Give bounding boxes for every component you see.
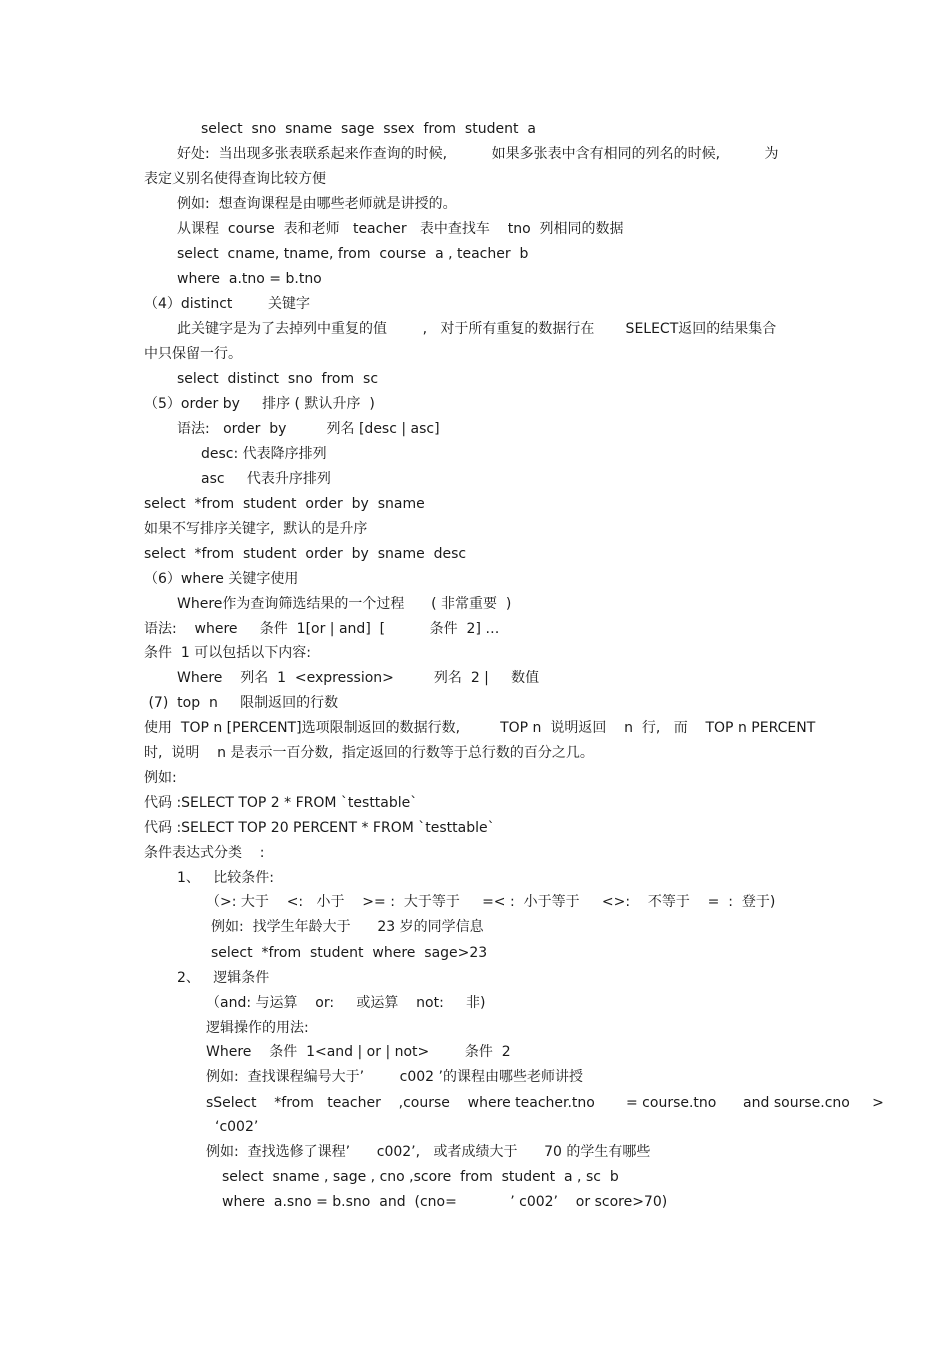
text-line: 此关键字是为了去掉列中重复的值 , 对于所有重复的数据行在 SELECT返回的结果集合 — [177, 321, 777, 337]
section-heading: （5）order by 排序 ( 默认升序 ) — [144, 396, 375, 412]
text-line: asc 代表升序排列 — [201, 471, 331, 487]
text-line: 条件表达式分类 : — [144, 845, 265, 861]
text-line: select *from student where sage>23 — [211, 945, 488, 961]
text-line: 逻辑操作的用法: — [206, 1020, 309, 1036]
text-line: select *from student order by sname desc — [144, 546, 467, 562]
text-line: 例如: 找学生年龄大于 23 岁的同学信息 — [211, 919, 484, 935]
text-line: where a.sno = b.sno and (cno= ’ c002’ or score>70) — [222, 1194, 668, 1210]
text-line: select sname , sage , cno ,score from student a , sc b — [222, 1169, 619, 1185]
text-line: 表定义别名使得查询比较方便 — [144, 171, 326, 187]
section-heading: （6）where 关键字使用 — [144, 571, 299, 587]
text-line: 代码 :SELECT TOP 20 PERCENT * FROM `testtable` — [144, 820, 495, 836]
text-line: 好处: 当出现多张表联系起来作查询的时候, 如果多张表中含有相同的列名的时候, 为 — [177, 146, 779, 162]
text-line: desc: 代表降序排列 — [201, 446, 327, 462]
list-item: 2、 逻辑条件 — [177, 970, 270, 986]
text-line: 使用 TOP n [PERCENT]选项限制返回的数据行数, TOP n 说明返回 n 行, 而 TOP n PERCENT — [144, 720, 816, 736]
text-line: Where 列名 1 <expression> 列名 2 | 数值 — [177, 670, 540, 686]
text-line: select *from student order by sname — [144, 496, 425, 512]
text-line: 条件 1 可以包括以下内容: — [144, 645, 311, 661]
text-line: 代码 :SELECT TOP 2 * FROM `testtable` — [144, 795, 418, 811]
section-heading: （4）distinct 关键字 — [144, 296, 311, 312]
text-line: （>: 大于 <: 小于 >= : 大于等于 =< : 小于等于 <>: 不等于 = : 登于) — [206, 894, 776, 910]
text-line: 语法: order by 列名 [desc | asc] — [177, 421, 440, 437]
text-line: 例如: 查找课程编号大于’ c002 ’的课程由哪些老师讲授 — [206, 1069, 583, 1085]
text-line: select distinct sno from sc — [177, 371, 379, 387]
text-line: Where作为查询筛选结果的一个过程 ( 非常重要 ) — [177, 596, 512, 612]
text-line: where a.tno = b.tno — [177, 271, 322, 287]
text-line: 如果不写排序关键字, 默认的是升序 — [144, 521, 368, 537]
text-line: 例如: 查找选修了课程’ c002’, 或者成绩大于 70 的学生有哪些 — [206, 1144, 651, 1160]
section-heading: (7) top n 限制返回的行数 — [144, 695, 339, 711]
text-line: 例如: 想查询课程是由哪些老师就是讲授的。 — [177, 196, 457, 212]
text-line: 时, 说明 n 是表示一百分数, 指定返回的行数等于总行数的百分之几。 — [144, 745, 594, 761]
text-line: 语法: where 条件 1[or | and] [ 条件 2] … — [144, 621, 500, 637]
text-line: Where 条件 1<and | or | not> 条件 2 — [206, 1044, 511, 1060]
text-line: 中只保留一行。 — [144, 346, 242, 362]
text-line: （and: 与运算 or: 或运算 not: 非) — [206, 995, 486, 1011]
text-line: select sno sname sage ssex from student a — [201, 121, 536, 137]
text-line: select cname, tname, from course a , teacher b — [177, 246, 529, 262]
list-item: 1、 比较条件: — [177, 870, 274, 886]
text-line: sSelect *from teacher ,course where teacher.tno = course.tno and sourse.cno > — [206, 1095, 884, 1111]
text-line: 从课程 course 表和老师 teacher 表中查找车 tno 列相同的数据 — [177, 221, 624, 237]
text-line: ‘c002’ — [215, 1119, 259, 1135]
text-line: 例如: — [144, 770, 177, 786]
